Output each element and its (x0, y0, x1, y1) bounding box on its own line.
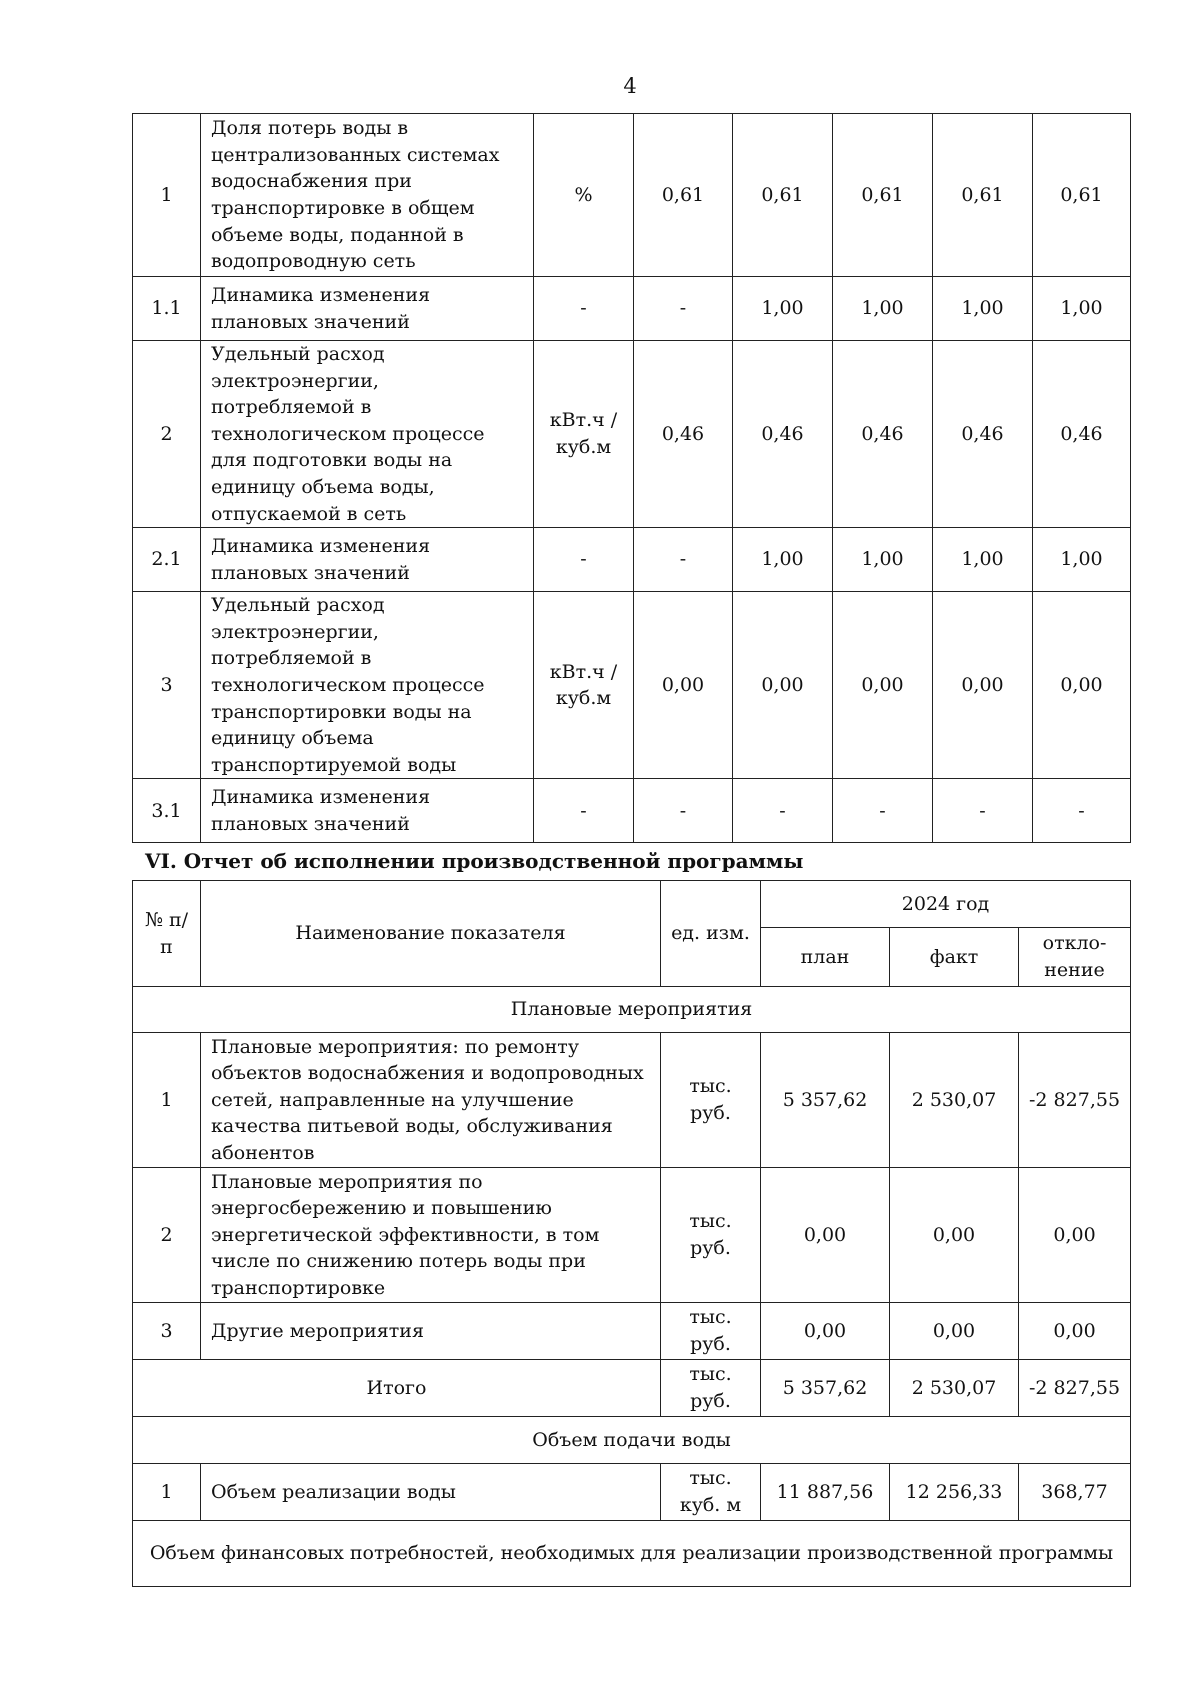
table-row (133, 341, 1131, 528)
plan-cell: 0,00 (761, 1168, 890, 1303)
deviation-cell: 0,00 (1019, 1303, 1131, 1360)
row-number: 3 (133, 592, 201, 779)
value-cell: 0,00 (733, 592, 833, 779)
unit-cell: - (534, 277, 634, 341)
plan-cell: 5 357,62 (761, 1360, 890, 1417)
deviation-cell: -2 827,55 (1019, 1033, 1131, 1168)
value-cell: 1,00 (833, 277, 933, 341)
row-number: 3.1 (133, 779, 201, 843)
indicator-name: Динамика изменения плановых значений (201, 779, 534, 843)
section-planned-label: Плановые мероприятия (133, 987, 1131, 1033)
table-row (133, 1168, 1131, 1303)
row-number: 1 (133, 1464, 201, 1521)
indicator-name: Удельный расход электроэнергии, потребляемой в технологическом процессе транспортировки воды на единицу объема транспортируемой воды (201, 592, 534, 779)
row-number: 1.1 (133, 277, 201, 341)
value-cell: 0,46 (733, 341, 833, 528)
value-cell: - (733, 779, 833, 843)
table-row (133, 277, 1131, 341)
section-finance-label: Объем финансовых потребностей, необходимых для реализации производственной программы (133, 1521, 1131, 1587)
table-row (133, 1033, 1131, 1168)
value-cell: 0,61 (833, 114, 933, 277)
value-cell: - (634, 779, 733, 843)
unit-cell: тыс. руб. (661, 1168, 761, 1303)
table-row (133, 1464, 1131, 1521)
unit-cell: - (534, 779, 634, 843)
value-cell: 0,46 (833, 341, 933, 528)
row-number: 2 (133, 341, 201, 528)
fact-cell: 0,00 (890, 1303, 1019, 1360)
value-cell: 0,61 (733, 114, 833, 277)
unit-cell: кВт.ч / куб.м (534, 341, 634, 528)
value-cell: 1,00 (833, 528, 933, 592)
indicator-name: Другие мероприятия (201, 1303, 661, 1360)
indicator-name: Плановые мероприятия: по ремонту объектов водоснабжения и водопроводных сетей, направленные на улучшение качества питьевой воды, обслуживания абонентов (201, 1033, 661, 1168)
unit-cell: тыс. руб. (661, 1033, 761, 1168)
value-cell: 0,00 (933, 592, 1033, 779)
value-cell: 0,61 (933, 114, 1033, 277)
indicator-name: Плановые мероприятия по энергосбережению и повышению энергетической эффективности, в том числе по снижению потерь воды при транспортировке (201, 1168, 661, 1303)
section-volume-label: Объем подачи воды (133, 1417, 1131, 1464)
total-label: Итого (133, 1360, 661, 1417)
value-cell: 1,00 (1033, 528, 1131, 592)
value-cell: 1,00 (733, 277, 833, 341)
header-num: № п/п (133, 881, 201, 987)
value-cell: 0,46 (1033, 341, 1131, 528)
indicator-name: Динамика изменения плановых значений (201, 528, 534, 592)
value-cell: 0,61 (634, 114, 733, 277)
indicator-name: Удельный расход электроэнергии, потребляемой в технологическом процессе для подготовки воды на единицу объема воды, отпускаемой в сеть (201, 341, 534, 528)
table-row (133, 114, 1131, 277)
header-name: Наименование показателя (201, 881, 661, 987)
page-number: 4 (623, 74, 637, 98)
value-cell: 1,00 (1033, 277, 1131, 341)
unit-cell: кВт.ч / куб.м (534, 592, 634, 779)
unit-cell: - (534, 528, 634, 592)
table-row (133, 1303, 1131, 1360)
deviation-cell: -2 827,55 (1019, 1360, 1131, 1417)
header-deviation: откло-нение (1019, 928, 1131, 987)
fact-cell: 2 530,07 (890, 1033, 1019, 1168)
indicator-name: Доля потерь воды в централизованных системах водоснабжения при транспортировке в общем объеме воды, поданной в водопроводную сеть (201, 114, 534, 277)
value-cell: 0,61 (1033, 114, 1131, 277)
unit-cell: % (534, 114, 634, 277)
unit-cell: тыс. куб. м (661, 1464, 761, 1521)
row-number: 1 (133, 114, 201, 277)
section-row (133, 1417, 1131, 1464)
section-row (133, 1521, 1131, 1587)
deviation-cell: 368,77 (1019, 1464, 1131, 1521)
value-cell: - (833, 779, 933, 843)
value-cell: 0,00 (1033, 592, 1131, 779)
row-number: 2.1 (133, 528, 201, 592)
value-cell: - (1033, 779, 1131, 843)
value-cell: 1,00 (933, 277, 1033, 341)
value-cell: - (634, 277, 733, 341)
total-row (133, 1360, 1131, 1417)
plan-cell: 0,00 (761, 1303, 890, 1360)
header-plan: план (761, 928, 890, 987)
value-cell: 0,00 (634, 592, 733, 779)
header-year: 2024 год (761, 881, 1131, 928)
header-row (133, 881, 1131, 928)
value-cell: 0,46 (634, 341, 733, 528)
table-row (133, 528, 1131, 592)
row-number: 1 (133, 1033, 201, 1168)
value-cell: 0,00 (833, 592, 933, 779)
fact-cell: 12 256,33 (890, 1464, 1019, 1521)
unit-cell: тыс. руб. (661, 1303, 761, 1360)
row-number: 3 (133, 1303, 201, 1360)
plan-cell: 5 357,62 (761, 1033, 890, 1168)
header-fact: факт (890, 928, 1019, 987)
value-cell: 1,00 (733, 528, 833, 592)
section-row (133, 987, 1131, 1033)
header-unit: ед. изм. (661, 881, 761, 987)
row-number: 2 (133, 1168, 201, 1303)
value-cell: - (634, 528, 733, 592)
indicator-name: Объем реализации воды (201, 1464, 661, 1521)
fact-cell: 2 530,07 (890, 1360, 1019, 1417)
value-cell: 1,00 (933, 528, 1033, 592)
section-title: VI. Отчет об исполнении производственной программы (145, 849, 804, 873)
value-cell: 0,46 (933, 341, 1033, 528)
deviation-cell: 0,00 (1019, 1168, 1131, 1303)
table-row (133, 779, 1131, 843)
table-row (133, 592, 1131, 779)
plan-cell: 11 887,56 (761, 1464, 890, 1521)
program-report-table (132, 880, 1131, 1587)
value-cell: - (933, 779, 1033, 843)
indicators-table (132, 113, 1131, 843)
indicator-name: Динамика изменения плановых значений (201, 277, 534, 341)
unit-cell: тыс. руб. (661, 1360, 761, 1417)
fact-cell: 0,00 (890, 1168, 1019, 1303)
